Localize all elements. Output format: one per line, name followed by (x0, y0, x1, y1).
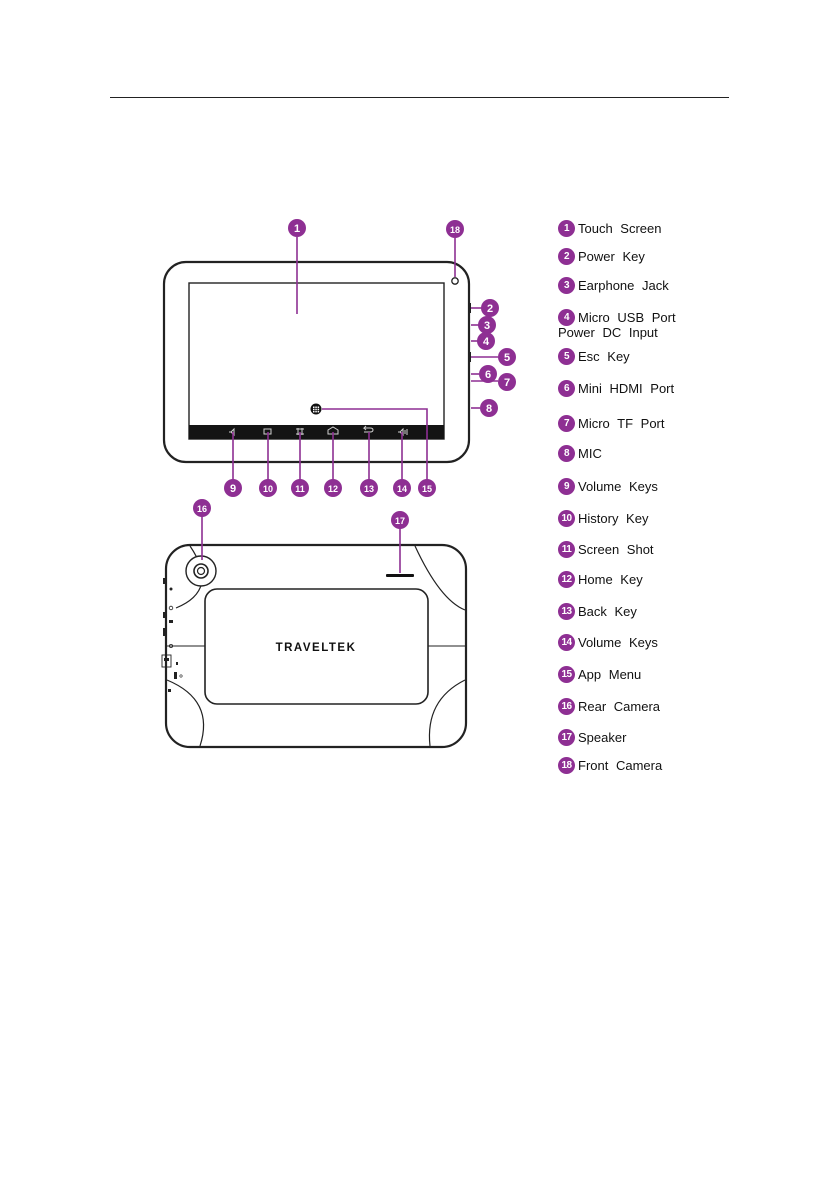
legend-badge: 13 (558, 603, 575, 620)
legend-badge: 1 (558, 220, 575, 237)
legend-item-screen-shot (558, 541, 654, 558)
esc-key-side (468, 352, 471, 362)
legend-label: Rear Camera (578, 699, 661, 714)
legend-item-speaker (558, 729, 626, 746)
power-key-side (468, 303, 471, 313)
legend-badge: 15 (558, 666, 575, 683)
svg-text:5: 5 (503, 352, 511, 364)
legend-badge: 18 (558, 757, 575, 774)
callout-17 (391, 511, 409, 529)
legend-item-esc-key (558, 348, 630, 365)
rear-camera-lens-inner (198, 568, 205, 575)
svg-text:3: 3 (483, 320, 491, 332)
callout-3 (478, 316, 496, 334)
app-menu-grid (313, 407, 319, 413)
legend-label: Touch Screen (578, 221, 662, 236)
callout-9 (224, 479, 242, 497)
legend-badge: 4 (558, 309, 575, 326)
legend-item-mini-hdmi-port (558, 380, 674, 397)
callout-8 (480, 399, 498, 417)
legend-badge: 17 (558, 729, 575, 746)
callout-15 (418, 479, 436, 497)
legend-badge: 7 (558, 415, 575, 432)
legend-label: Screen Shot (578, 542, 654, 557)
svg-text:15: 15 (421, 484, 433, 494)
legend-label: Volume Keys (578, 479, 658, 494)
touch-screen (189, 283, 444, 439)
svg-text:4: 4 (482, 336, 490, 348)
legend-label: App Menu (578, 667, 642, 682)
legend-label: History Key (578, 511, 649, 526)
legend-badge: 12 (558, 571, 575, 588)
legend-badge: 2 (558, 248, 575, 265)
svg-text:14: 14 (396, 484, 408, 494)
callout-16 (193, 499, 211, 517)
legend-item-rear-camera (558, 698, 660, 715)
callout-7 (498, 373, 516, 391)
callout-14 (393, 479, 411, 497)
svg-text:11: 11 (295, 484, 305, 494)
legend-item-volume-keys (558, 478, 658, 495)
legend-label: Front Camera (578, 758, 663, 773)
legend-badge: 14 (558, 634, 575, 651)
speaker-slot (386, 574, 414, 577)
legend-label: Micro USB Port Power DC Input (558, 310, 676, 340)
legend-item-back-key (558, 603, 637, 620)
legend-item-app-menu (558, 666, 641, 683)
legend-label: MIC (578, 446, 602, 461)
legend-label: Power Key (578, 249, 645, 264)
legend-badge: 9 (558, 478, 575, 495)
tablet-front-view (164, 262, 471, 462)
legend-badge: 11 (558, 541, 575, 558)
legend-label: Volume Keys (578, 635, 658, 650)
svg-text:12: 12 (327, 484, 339, 494)
legend-item-touch-screen (558, 220, 662, 237)
legend-label: Mini HDMI Port (578, 381, 675, 396)
svg-text:6: 6 (484, 369, 492, 381)
svg-text:7: 7 (503, 377, 511, 389)
callout-6 (479, 365, 497, 383)
svg-text:18: 18 (449, 225, 461, 235)
callout-12 (324, 479, 342, 497)
legend-badge: 5 (558, 348, 575, 365)
svg-text:8: 8 (485, 403, 493, 415)
legend-badge: 3 (558, 277, 575, 294)
legend-item-earphone-jack (558, 277, 669, 294)
svg-text:17: 17 (394, 516, 406, 526)
legend-label: Speaker (578, 730, 627, 745)
svg-text:13: 13 (363, 484, 375, 494)
legend-item-micro-tf-port (558, 415, 665, 432)
legend-badge: 6 (558, 380, 575, 397)
legend-item-home-key (558, 571, 643, 588)
legend-item-front-camera (558, 757, 662, 774)
brand-logo: TRAVELTEK (275, 642, 357, 654)
callout-18 (446, 220, 464, 238)
legend-item-micro-usb-port (558, 309, 676, 339)
legend-item-mic (558, 445, 602, 462)
tablet-back-view (162, 545, 466, 747)
callout-4 (477, 332, 495, 350)
callout-11 (291, 479, 309, 497)
callout-2 (481, 299, 499, 317)
svg-text:10: 10 (262, 484, 274, 494)
legend-badge: 16 (558, 698, 575, 715)
callout-13 (360, 479, 378, 497)
svg-text:9: 9 (229, 483, 237, 495)
legend-label: Micro TF Port (578, 416, 665, 431)
legend-label: Esc Key (578, 349, 630, 364)
legend-label: Earphone Jack (578, 278, 669, 293)
svg-text:2: 2 (486, 303, 494, 315)
legend-badge: 10 (558, 510, 575, 527)
legend-label: Back Key (578, 604, 637, 619)
svg-text:16: 16 (196, 504, 208, 514)
callout-1 (288, 219, 306, 237)
legend-badge: 8 (558, 445, 575, 462)
legend-label: Home Key (578, 572, 643, 587)
callout-10 (259, 479, 277, 497)
nav-bar (189, 425, 444, 439)
legend-item-history-key (558, 510, 648, 527)
legend-item-volume-keys-2 (558, 634, 658, 651)
callout-5 (498, 348, 516, 366)
legend-item-power-key (558, 248, 645, 265)
svg-text:1: 1 (293, 223, 301, 235)
